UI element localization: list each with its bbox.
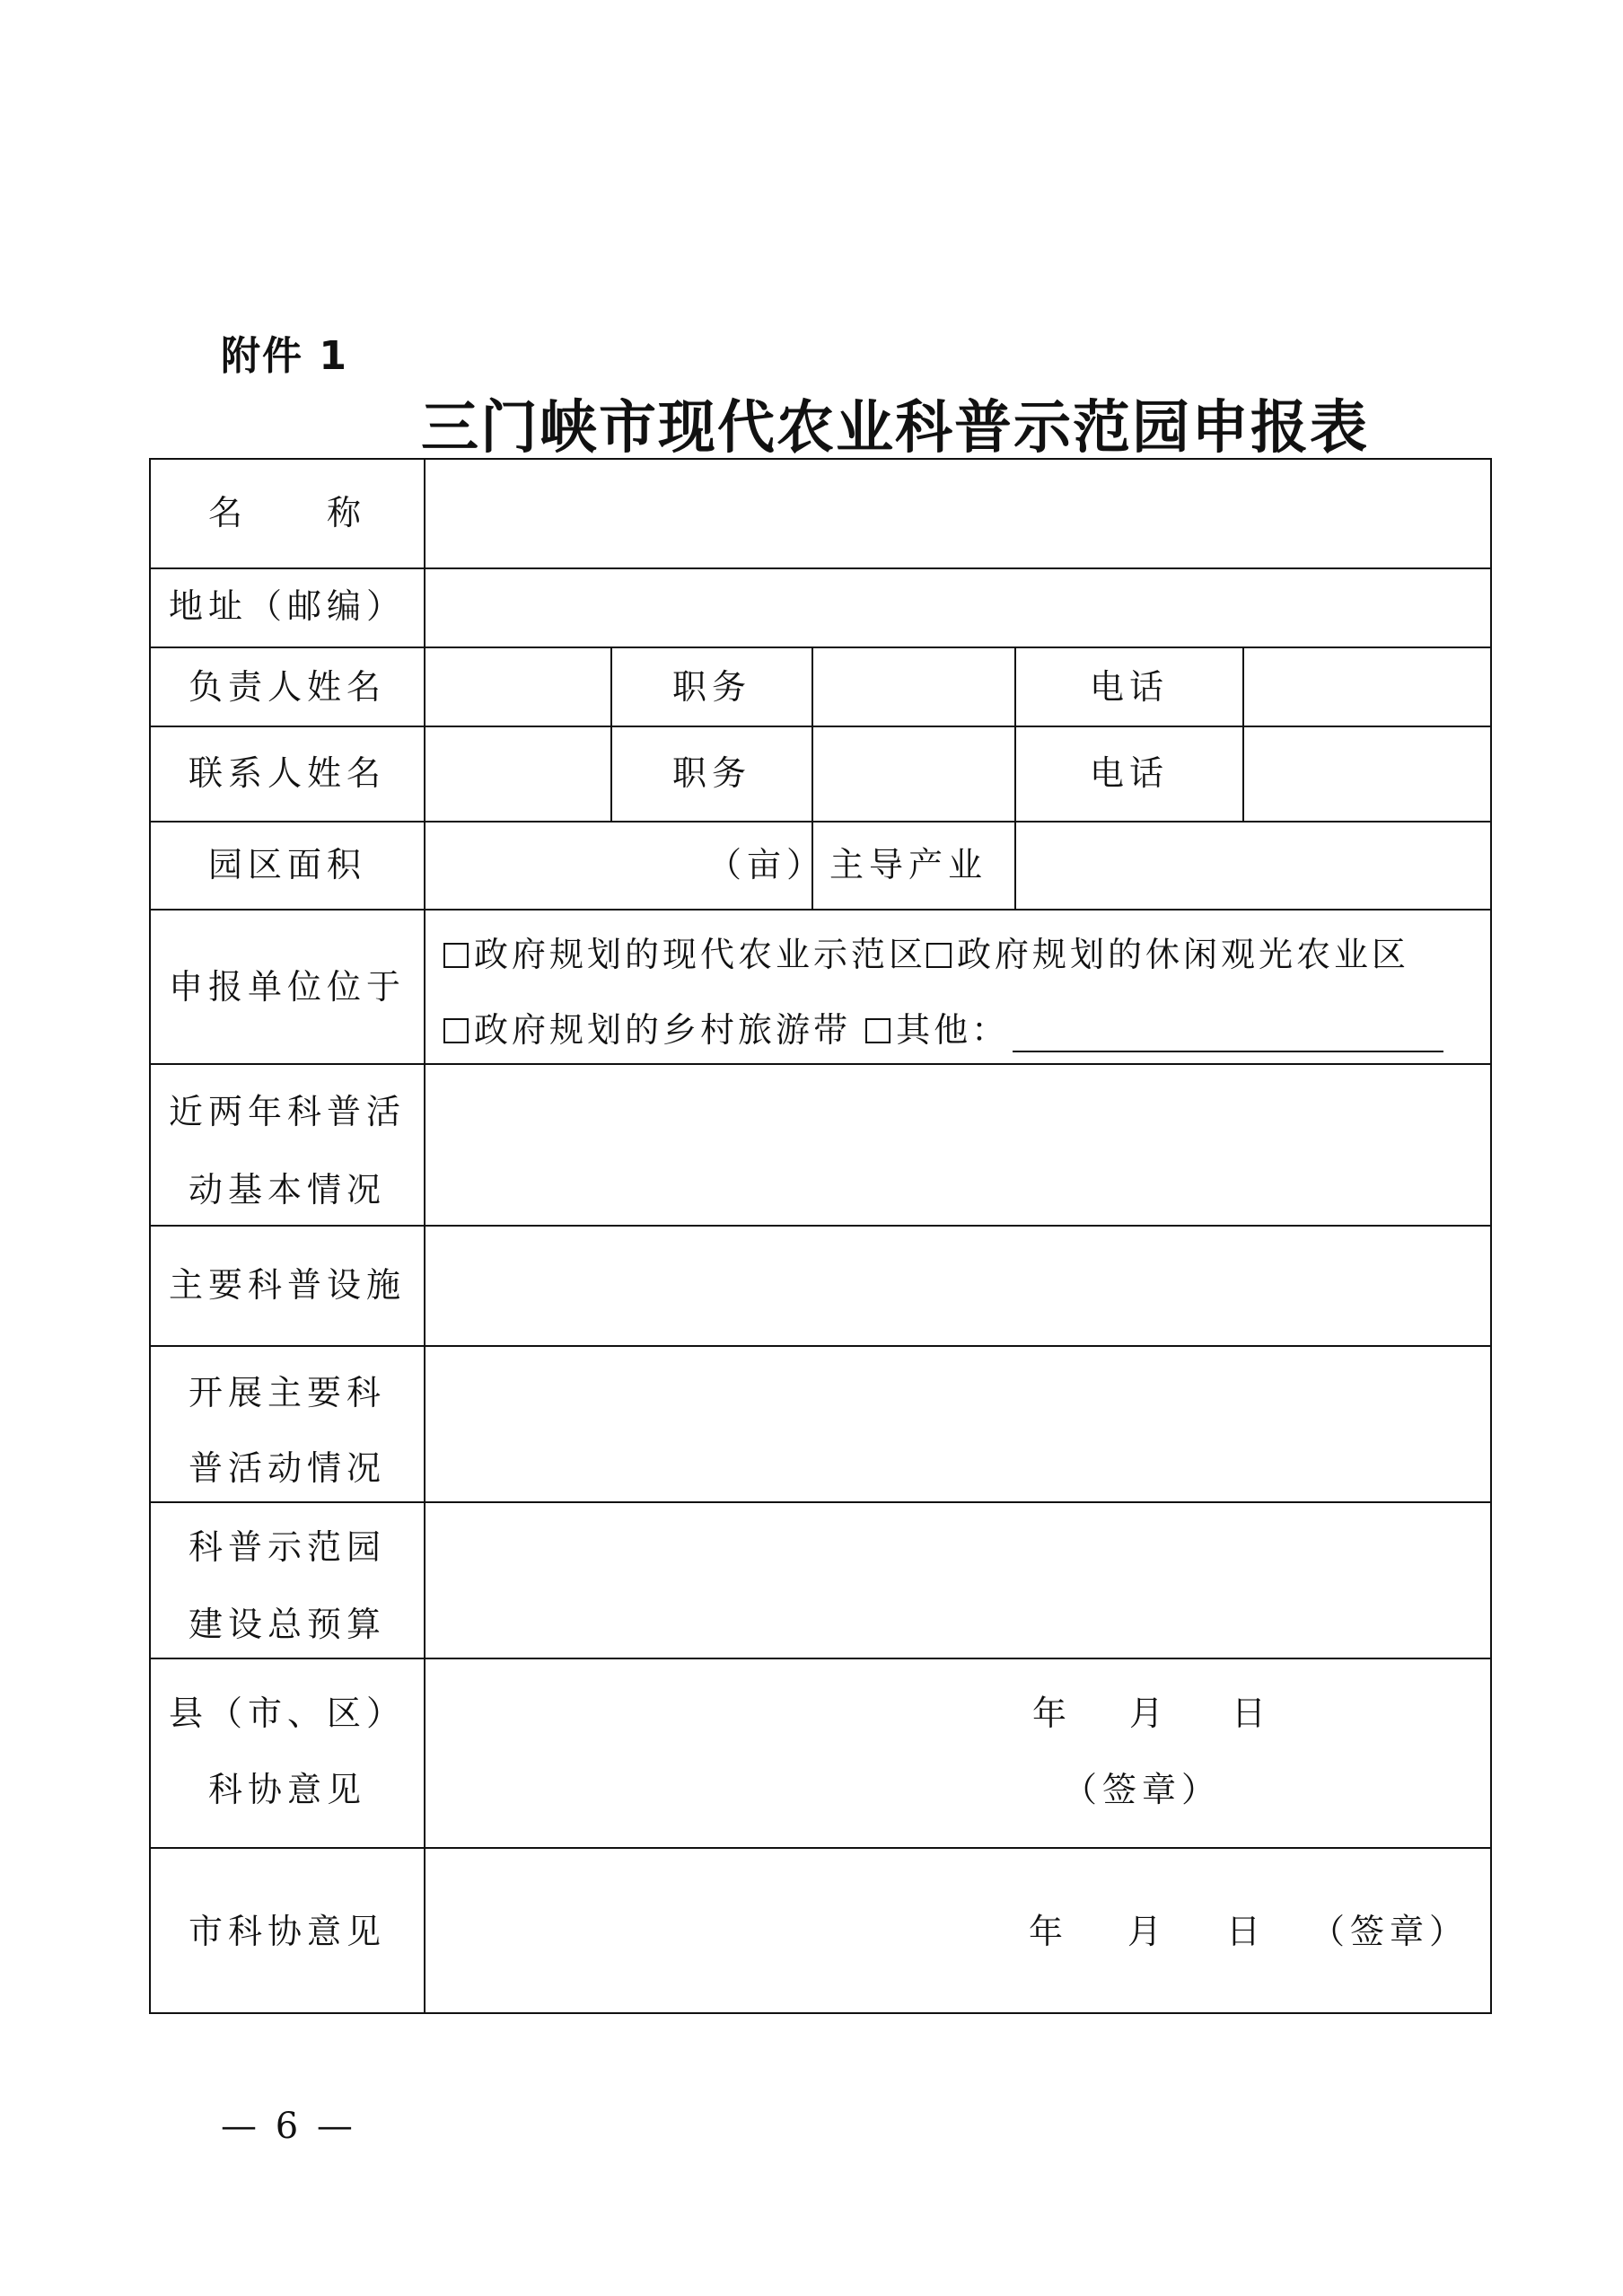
name-label: 名 称 — [207, 493, 366, 532]
checkbox-icon[interactable] — [926, 943, 952, 968]
city-year: 年 — [1029, 1912, 1069, 1951]
main-activities-field[interactable] — [425, 1347, 1490, 1500]
area-unit: （亩） — [707, 845, 827, 884]
city-month: 月 — [1127, 1912, 1168, 1951]
option-leisure-agri-zone[interactable] — [926, 936, 1409, 975]
option-label: 政府规划的现代农业示范区 — [474, 935, 927, 974]
location-options-line-2 — [443, 1011, 1443, 1052]
activities-label-2: 动基本情况 — [188, 1170, 386, 1210]
location-options-line-1 — [443, 936, 1409, 977]
budget-label-1: 科普示范园 — [188, 1527, 386, 1567]
county-opinion-field[interactable] — [425, 1659, 1490, 1845]
leader-phone-label: 电话 — [1089, 667, 1169, 707]
page-number: — 6 — — [221, 2106, 356, 2147]
county-year: 年 — [1032, 1693, 1073, 1733]
leader-name-field[interactable] — [425, 648, 609, 724]
contact-name-label: 联系人姓名 — [188, 753, 386, 793]
option-modern-agri-zone[interactable] — [443, 936, 926, 975]
address-field[interactable] — [425, 569, 1490, 645]
main-activities-label-2: 普活动情况 — [188, 1448, 386, 1488]
leader-name-label: 负责人姓名 — [188, 667, 386, 707]
application-form-table — [149, 458, 1492, 2014]
leader-phone-field[interactable] — [1244, 648, 1490, 724]
main-activities-label-1: 开展主要科 — [188, 1373, 386, 1412]
checkbox-icon[interactable] — [865, 1018, 890, 1043]
option-rural-tourism-belt[interactable] — [443, 1011, 851, 1051]
location-label: 申报单位位于 — [168, 967, 406, 1007]
row-divider — [151, 909, 1490, 910]
activities-field[interactable] — [425, 1065, 1490, 1223]
checkbox-icon[interactable] — [443, 1018, 469, 1043]
option-label: 政府规划的休闲观光农业区 — [957, 935, 1410, 974]
leader-position-field[interactable] — [813, 648, 1013, 724]
contact-phone-field[interactable] — [1244, 727, 1490, 819]
contact-position-label: 职务 — [671, 753, 751, 793]
leader-position-label: 职务 — [671, 667, 751, 707]
area-label: 园区面积 — [207, 845, 366, 884]
other-fill-line[interactable] — [1013, 1020, 1443, 1052]
contact-position-field[interactable] — [813, 727, 1013, 819]
annex-label: 附件 1 — [221, 333, 348, 379]
contact-phone-label: 电话 — [1089, 753, 1169, 793]
city-day: 日 — [1226, 1912, 1267, 1951]
budget-label-2: 建设总预算 — [188, 1605, 386, 1644]
address-label: 地址（邮编） — [168, 586, 406, 626]
budget-field[interactable] — [425, 1503, 1490, 1656]
county-opinion-label-1: 县（市、区） — [168, 1693, 406, 1733]
activities-label-1: 近两年科普活 — [168, 1092, 406, 1131]
checkbox-icon[interactable] — [443, 943, 469, 968]
option-other[interactable] — [865, 1011, 1009, 1051]
option-label: 其他： — [896, 1010, 1010, 1050]
facilities-label: 主要科普设施 — [168, 1265, 406, 1305]
city-opinion-label: 市科协意见 — [188, 1912, 386, 1951]
contact-name-field[interactable] — [425, 727, 609, 819]
city-seal: （签章） — [1311, 1912, 1469, 1951]
county-day: 日 — [1232, 1693, 1272, 1733]
county-month: 月 — [1129, 1693, 1170, 1733]
industry-label: 主导产业 — [829, 845, 988, 884]
option-label: 政府规划的乡村旅游带 — [474, 1010, 852, 1050]
facilities-field[interactable] — [425, 1227, 1490, 1343]
county-opinion-label-2: 科协意见 — [207, 1770, 366, 1809]
form-title: 三门峡市现代农业科普示范园申报表 — [421, 395, 1369, 462]
county-seal: （签章） — [1063, 1770, 1222, 1809]
industry-field[interactable] — [1016, 823, 1490, 907]
name-field[interactable] — [425, 462, 1490, 566]
